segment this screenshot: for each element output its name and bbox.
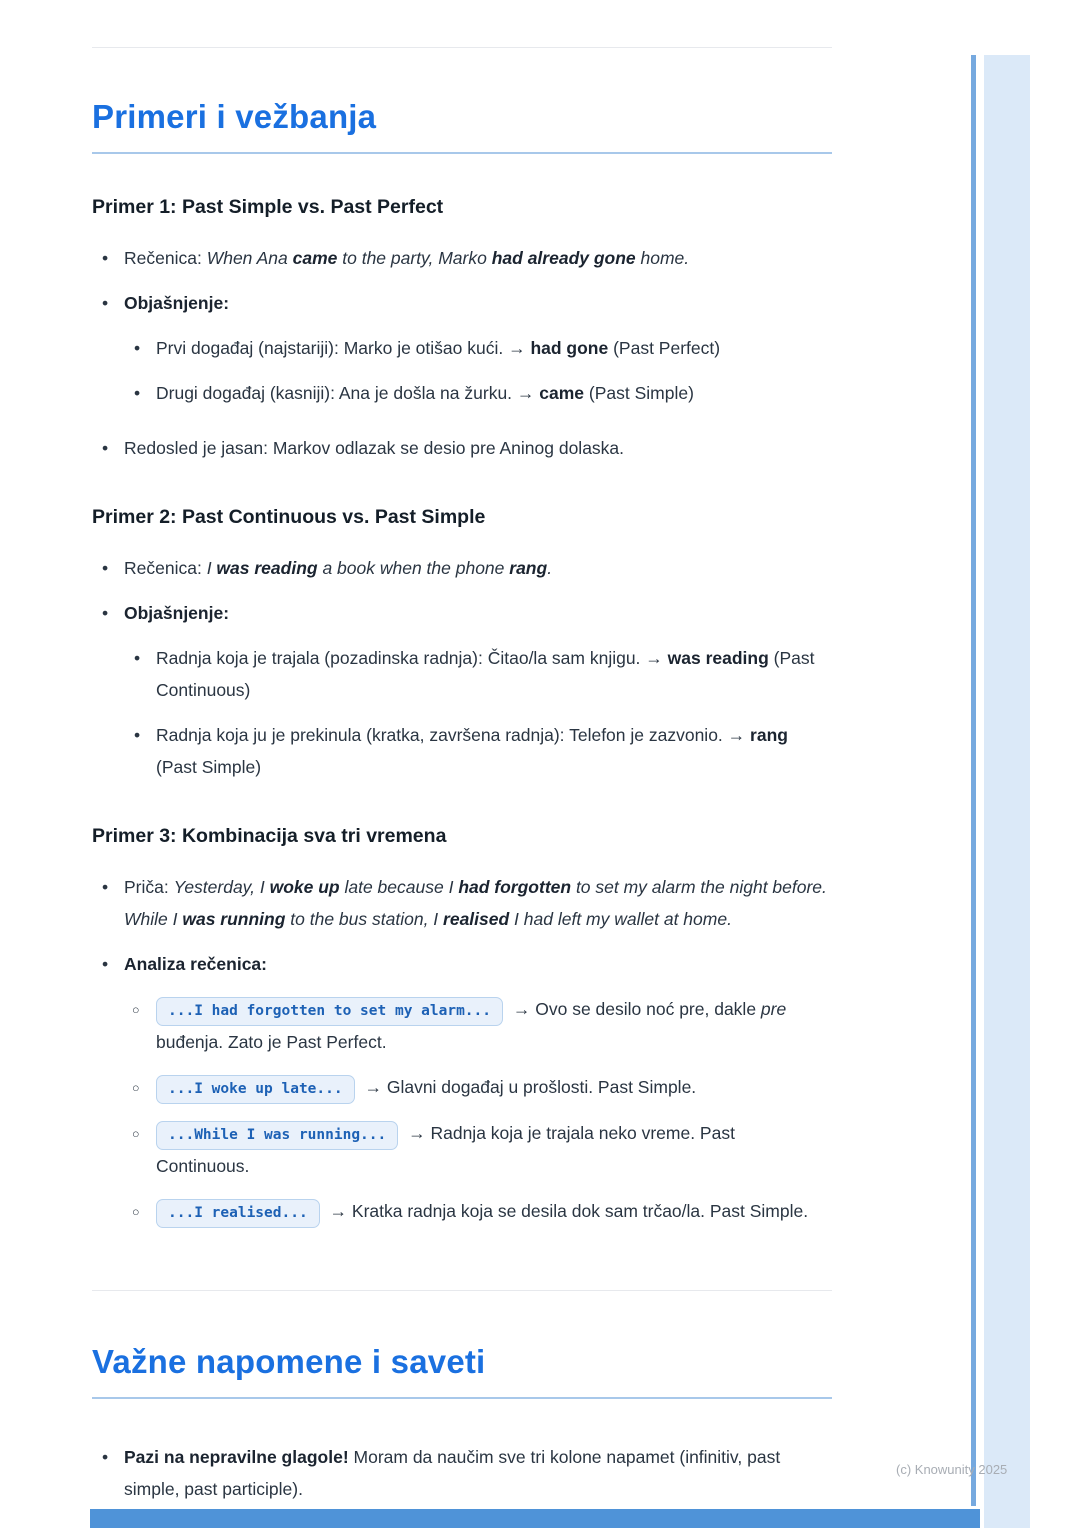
page-edge-strip (984, 55, 1030, 1528)
explanation-label: Objašnjenje: (124, 602, 230, 623)
point-text: Radnja koja ju je prekinula (kratka, završena radnja): Telefon je zazvonio. → (156, 724, 751, 745)
story-run: realised (443, 908, 510, 929)
primer1-point-2 (124, 377, 832, 409)
story-run: to set my alarm the night before. While I (124, 876, 827, 929)
section-title-primeri: Primeri i vežbanja (92, 98, 377, 135)
analysis-text: → Radnja koja je trajala neko vreme. Past Continuous. (156, 1122, 735, 1176)
sentence-run: When Ana (206, 247, 293, 268)
point-text: (Past Perfect) (608, 337, 721, 358)
sentence-run: I (206, 557, 217, 578)
sentence-run: home. (635, 247, 690, 268)
story-run: to the bus station, I (285, 908, 444, 929)
story-run: was running (182, 908, 286, 929)
tip-strong: Pazi na nepravilne glagole! (124, 1446, 349, 1467)
analysis-text: → Kratka radnja koja se desila dok sam trčao/la. Past Simple. (324, 1200, 809, 1221)
analysis-label: Analiza rečenica: (124, 953, 267, 974)
analysis-text: → Ovo se desilo noć pre, dakle (508, 998, 761, 1019)
story-run: Yesterday, I (173, 876, 270, 897)
primer3-heading: Primer 3: Kombinacija sva tri vremena (92, 824, 447, 847)
story-run: woke up (269, 876, 340, 897)
analysis-text: → Glavni događaj u prošlosti. Past Simple. (359, 1076, 697, 1097)
sentence-run: to the party, Marko (337, 247, 492, 268)
sentence-run: came (292, 247, 338, 268)
code-snippet: ...I realised... (156, 1199, 320, 1228)
analysis-item-2 (124, 1071, 832, 1104)
point-strong: was reading (667, 647, 769, 668)
analysis-text: buđenja. Zato je Past Perfect. (156, 1031, 387, 1052)
point-text: Drugi događaj (kasniji): Ana je došla na žurku. → (156, 382, 540, 403)
primer1-heading: Primer 1: Past Simple vs. Past Perfect (92, 195, 444, 218)
primer2-point-1 (124, 642, 832, 706)
point-text: (Past Simple) (584, 382, 694, 403)
sentence-run: a book when the phone (317, 557, 510, 578)
title-underline (92, 152, 832, 154)
story-run: had forgotten (458, 876, 572, 897)
primer1-explanation-label (92, 287, 832, 319)
sentence-run: had already gone (491, 247, 636, 268)
document-page (92, 0, 832, 1505)
sentence-run: was reading (216, 557, 318, 578)
code-snippet: ...I woke up late... (156, 1075, 355, 1104)
analysis-item-1 (124, 993, 832, 1058)
tip-text: Moram da naučim sve tri kolone napamet (infinitiv, past simple, past participle). (124, 1446, 781, 1499)
top-divider (92, 47, 832, 48)
primer2-point-2 (124, 719, 832, 783)
explanation-label: Objašnjenje: (124, 292, 230, 313)
story-run: late because I (339, 876, 459, 897)
story-label: Priča: (124, 876, 174, 897)
primer2-sentence (92, 552, 832, 584)
sentence-run: . (547, 557, 553, 578)
primer1-sentence (92, 242, 832, 274)
primer1-note: • Redosled je jasan: Markov odlazak se desio pre Aninog dolaska. (92, 432, 832, 464)
primer1-point-1 (124, 332, 832, 364)
point-strong: rang (750, 724, 788, 745)
analysis-item-4 (124, 1195, 832, 1228)
watermark: (c) Knowunity 2025 (896, 1462, 1008, 1477)
story-run: I had left my wallet at home. (509, 908, 732, 929)
sentence-label: Rečenica: (124, 557, 207, 578)
section-title-napomene: Važne napomene i saveti (92, 1342, 486, 1380)
primer2-heading: Primer 2: Past Continuous vs. Past Simple (92, 505, 486, 528)
point-text: (Past Continuous) (156, 647, 815, 700)
notes-tip (92, 1441, 832, 1505)
sentence-label: Rečenica: (124, 247, 207, 268)
next-page-bar (90, 1509, 980, 1528)
sentence-run: rang (509, 557, 548, 578)
section-divider (92, 1290, 832, 1291)
analysis-em: pre (760, 998, 787, 1019)
title-underline (92, 1397, 832, 1399)
primer3-story (92, 871, 832, 935)
code-snippet: ...I had forgotten to set my alarm... (156, 997, 503, 1026)
page-edge-line (971, 55, 976, 1506)
point-text: (Past Simple) (156, 756, 262, 777)
point-strong: came (539, 382, 585, 403)
primer2-explanation-label (92, 597, 832, 629)
point-strong: had gone (530, 337, 609, 358)
code-snippet: ...While I was running... (156, 1121, 398, 1150)
point-text: Radnja koja je trajala (pozadinska radnja): Čitao/la sam knjigu. → (156, 647, 668, 668)
analysis-item-3 (124, 1117, 832, 1182)
point-text: Prvi događaj (najstariji): Marko je otišao kući. → (156, 337, 531, 358)
primer3-analysis-label (92, 948, 832, 980)
